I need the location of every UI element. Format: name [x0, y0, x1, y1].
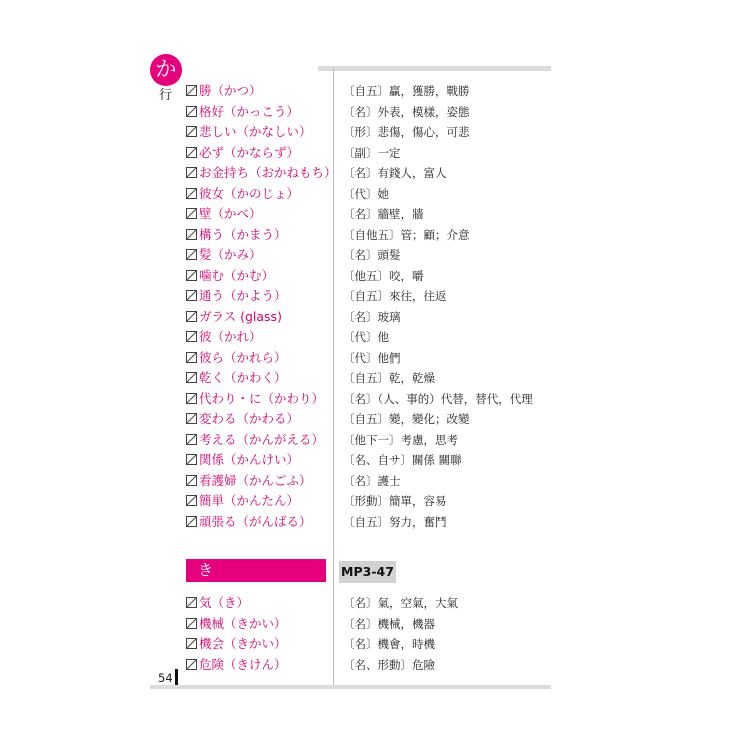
vocab-word: 髪（かみ）: [199, 247, 262, 262]
checkbox-icon[interactable]: [186, 475, 198, 486]
checkbox-icon[interactable]: [186, 208, 198, 219]
vocab-entry: [186, 491, 337, 512]
vocab-entry: [186, 225, 337, 246]
vocab-entry: [186, 184, 337, 205]
ki-section-header: き: [186, 559, 326, 582]
top-rule: [318, 66, 551, 71]
vocab-meaning: 〔代〕他們: [343, 350, 401, 365]
vocab-entry: [186, 655, 287, 676]
checkbox-icon[interactable]: [186, 249, 198, 260]
vocab-word: 代わり・に（かわり）: [199, 390, 325, 406]
bottom-rule: [150, 685, 551, 689]
vocab-word: 機械（きかい）: [199, 615, 287, 631]
checkbox-icon[interactable]: [186, 167, 198, 178]
vocab-meaning: 〔名〕護士: [343, 473, 401, 488]
vocab-entry: [186, 634, 287, 655]
vocab-word: 構う（かまう）: [199, 226, 287, 242]
vocab-entry: [186, 204, 337, 225]
vocab-word: 乾く（かわく）: [199, 370, 287, 385]
checkbox-icon[interactable]: [186, 311, 198, 322]
vocab-meaning: 〔名、自サ〕關係 關聯: [343, 453, 462, 467]
vocab-entry: [186, 368, 337, 389]
checkbox-icon[interactable]: [186, 516, 198, 527]
checkbox-icon[interactable]: [186, 270, 198, 281]
vocab-entry: [186, 614, 287, 635]
vocab-word: 必ず（かならず）: [199, 144, 300, 160]
vocab-entry: [186, 245, 337, 266]
vocab-entry: [186, 430, 337, 451]
vocab-meaning: 〔名〕（人、事的）代替，替代，代理: [343, 391, 533, 406]
vocab-meaning: 〔自五〕來往，往返: [343, 289, 447, 303]
vocab-meaning: 〔自五〕贏，獲勝，戰勝: [343, 84, 470, 98]
vocab-meaning: 〔名〕玻璃: [343, 309, 401, 324]
vocab-word: 彼女（かのじょ）: [199, 185, 300, 201]
page-number: 54: [158, 671, 173, 685]
vocab-word: お金持ち（おかねもち）: [199, 165, 337, 180]
vocab-word: 関係（かんけい）: [199, 452, 300, 467]
vocab-entry: [186, 81, 337, 102]
vocab-entry: [186, 327, 337, 348]
vocab-entry: [186, 122, 337, 143]
vocab-word: 気（き）: [199, 595, 250, 610]
checkbox-icon[interactable]: [186, 229, 198, 240]
vocab-meaning: 〔自五〕努力，奮鬥: [343, 514, 447, 529]
vocab-entry: [186, 163, 337, 184]
vocab-word: 看護婦（かんごふ）: [199, 472, 312, 488]
checkbox-icon[interactable]: [186, 413, 198, 424]
vocab-word: 勝（かつ）: [199, 83, 262, 98]
vocab-entry: [186, 409, 337, 430]
checkbox-icon[interactable]: [186, 126, 198, 137]
vocab-word: 危険（きけん）: [199, 656, 287, 672]
vocab-word-list: [186, 593, 287, 675]
checkbox-icon[interactable]: [186, 147, 198, 158]
vocab-meaning: 〔他五〕咬，嚼: [343, 268, 424, 283]
checkbox-icon[interactable]: [186, 495, 198, 506]
vocab-meaning: 〔代〕她: [343, 186, 389, 201]
checkbox-icon[interactable]: [186, 290, 198, 301]
vocab-entry: [186, 307, 337, 328]
vocab-meaning: 〔自五〕乾，乾燥: [343, 371, 435, 385]
vocab-entry: [186, 286, 337, 307]
vocab-meaning: 〔代〕他: [343, 330, 389, 344]
vocab-entry: [186, 450, 337, 471]
vocab-meaning: 〔形〕悲傷，傷心，可悲: [343, 125, 470, 139]
checkbox-icon[interactable]: [186, 372, 198, 383]
vocab-word-list: [186, 81, 337, 532]
vocab-meaning: 〔他下一〕考慮，思考: [343, 432, 458, 447]
vocab-word: 変わる（かわる）: [199, 411, 300, 426]
vocab-entry: [186, 512, 337, 533]
vocab-entry: [186, 593, 287, 614]
vocab-entry: [186, 102, 337, 123]
checkbox-icon[interactable]: [186, 434, 198, 445]
vocab-word: 格好（かっこう）: [199, 103, 300, 119]
checkbox-icon[interactable]: [186, 659, 198, 670]
vocab-entry: [186, 389, 337, 410]
checkbox-icon[interactable]: [186, 352, 198, 363]
vocab-meaning: 〔名、形動〕危險: [343, 657, 435, 672]
checkbox-icon[interactable]: [186, 188, 198, 199]
checkbox-icon[interactable]: [186, 393, 198, 404]
page-number-marker: [175, 669, 178, 685]
vocab-meaning: 〔自他五〕管；顧；介意: [343, 227, 470, 242]
checkbox-icon[interactable]: [186, 454, 198, 465]
vocab-meaning: 〔名〕氣，空氣，大氣: [343, 596, 458, 610]
vocab-meaning: 〔名〕有錢人，富人: [343, 166, 447, 180]
vocab-meaning: 〔副〕一定: [343, 145, 401, 160]
vocab-entry: [186, 143, 337, 164]
vocab-word: 彼（かれ）: [199, 329, 262, 344]
vocab-meaning: 〔名〕牆壁，牆: [343, 207, 424, 221]
vocab-meaning: 〔名〕機械，機器: [343, 616, 435, 631]
checkbox-icon[interactable]: [186, 597, 198, 608]
section-label: 行: [159, 88, 173, 103]
vocab-word: 悲しい（かなしい）: [199, 124, 312, 139]
vocab-meaning-list: [343, 81, 533, 532]
vocab-word: ガラス (glass): [199, 308, 282, 324]
vocab-meaning: 〔名〕機會，時機: [343, 637, 435, 651]
vocab-entry: [186, 266, 337, 287]
vocab-word: 彼ら（かれら）: [199, 349, 287, 365]
vocab-meaning: 〔形動〕簡單，容易: [343, 494, 447, 508]
vocab-meaning: 〔自五〕變，變化；改變: [343, 412, 470, 426]
checkbox-icon[interactable]: [186, 638, 198, 649]
checkbox-icon[interactable]: [186, 618, 198, 629]
vocab-word: 考える（かんがえる）: [199, 431, 325, 447]
vocab-meaning: 〔名〕外表，模樣，姿態: [343, 104, 470, 119]
vocab-meaning-list: [343, 593, 458, 675]
vocab-word: 簡単（かんたん）: [199, 493, 300, 508]
audio-track-badge: MP3-47: [339, 561, 396, 583]
vocab-entry: [186, 348, 337, 369]
checkbox-icon[interactable]: [186, 85, 198, 96]
checkbox-icon[interactable]: [186, 106, 198, 117]
section-kana-badge: か: [150, 54, 182, 86]
vocab-entry: [186, 471, 337, 492]
checkbox-icon[interactable]: [186, 331, 198, 342]
vocab-word: 機会（きかい）: [199, 636, 287, 651]
vocab-word: 通う（かよう）: [199, 288, 287, 303]
vocab-word: 壁（かべ）: [199, 206, 262, 221]
vocab-word: 頑張る（がんばる）: [199, 513, 312, 529]
vocab-meaning: 〔名〕頭髮: [343, 248, 401, 262]
vocab-word: 噛む（かむ）: [199, 267, 275, 283]
